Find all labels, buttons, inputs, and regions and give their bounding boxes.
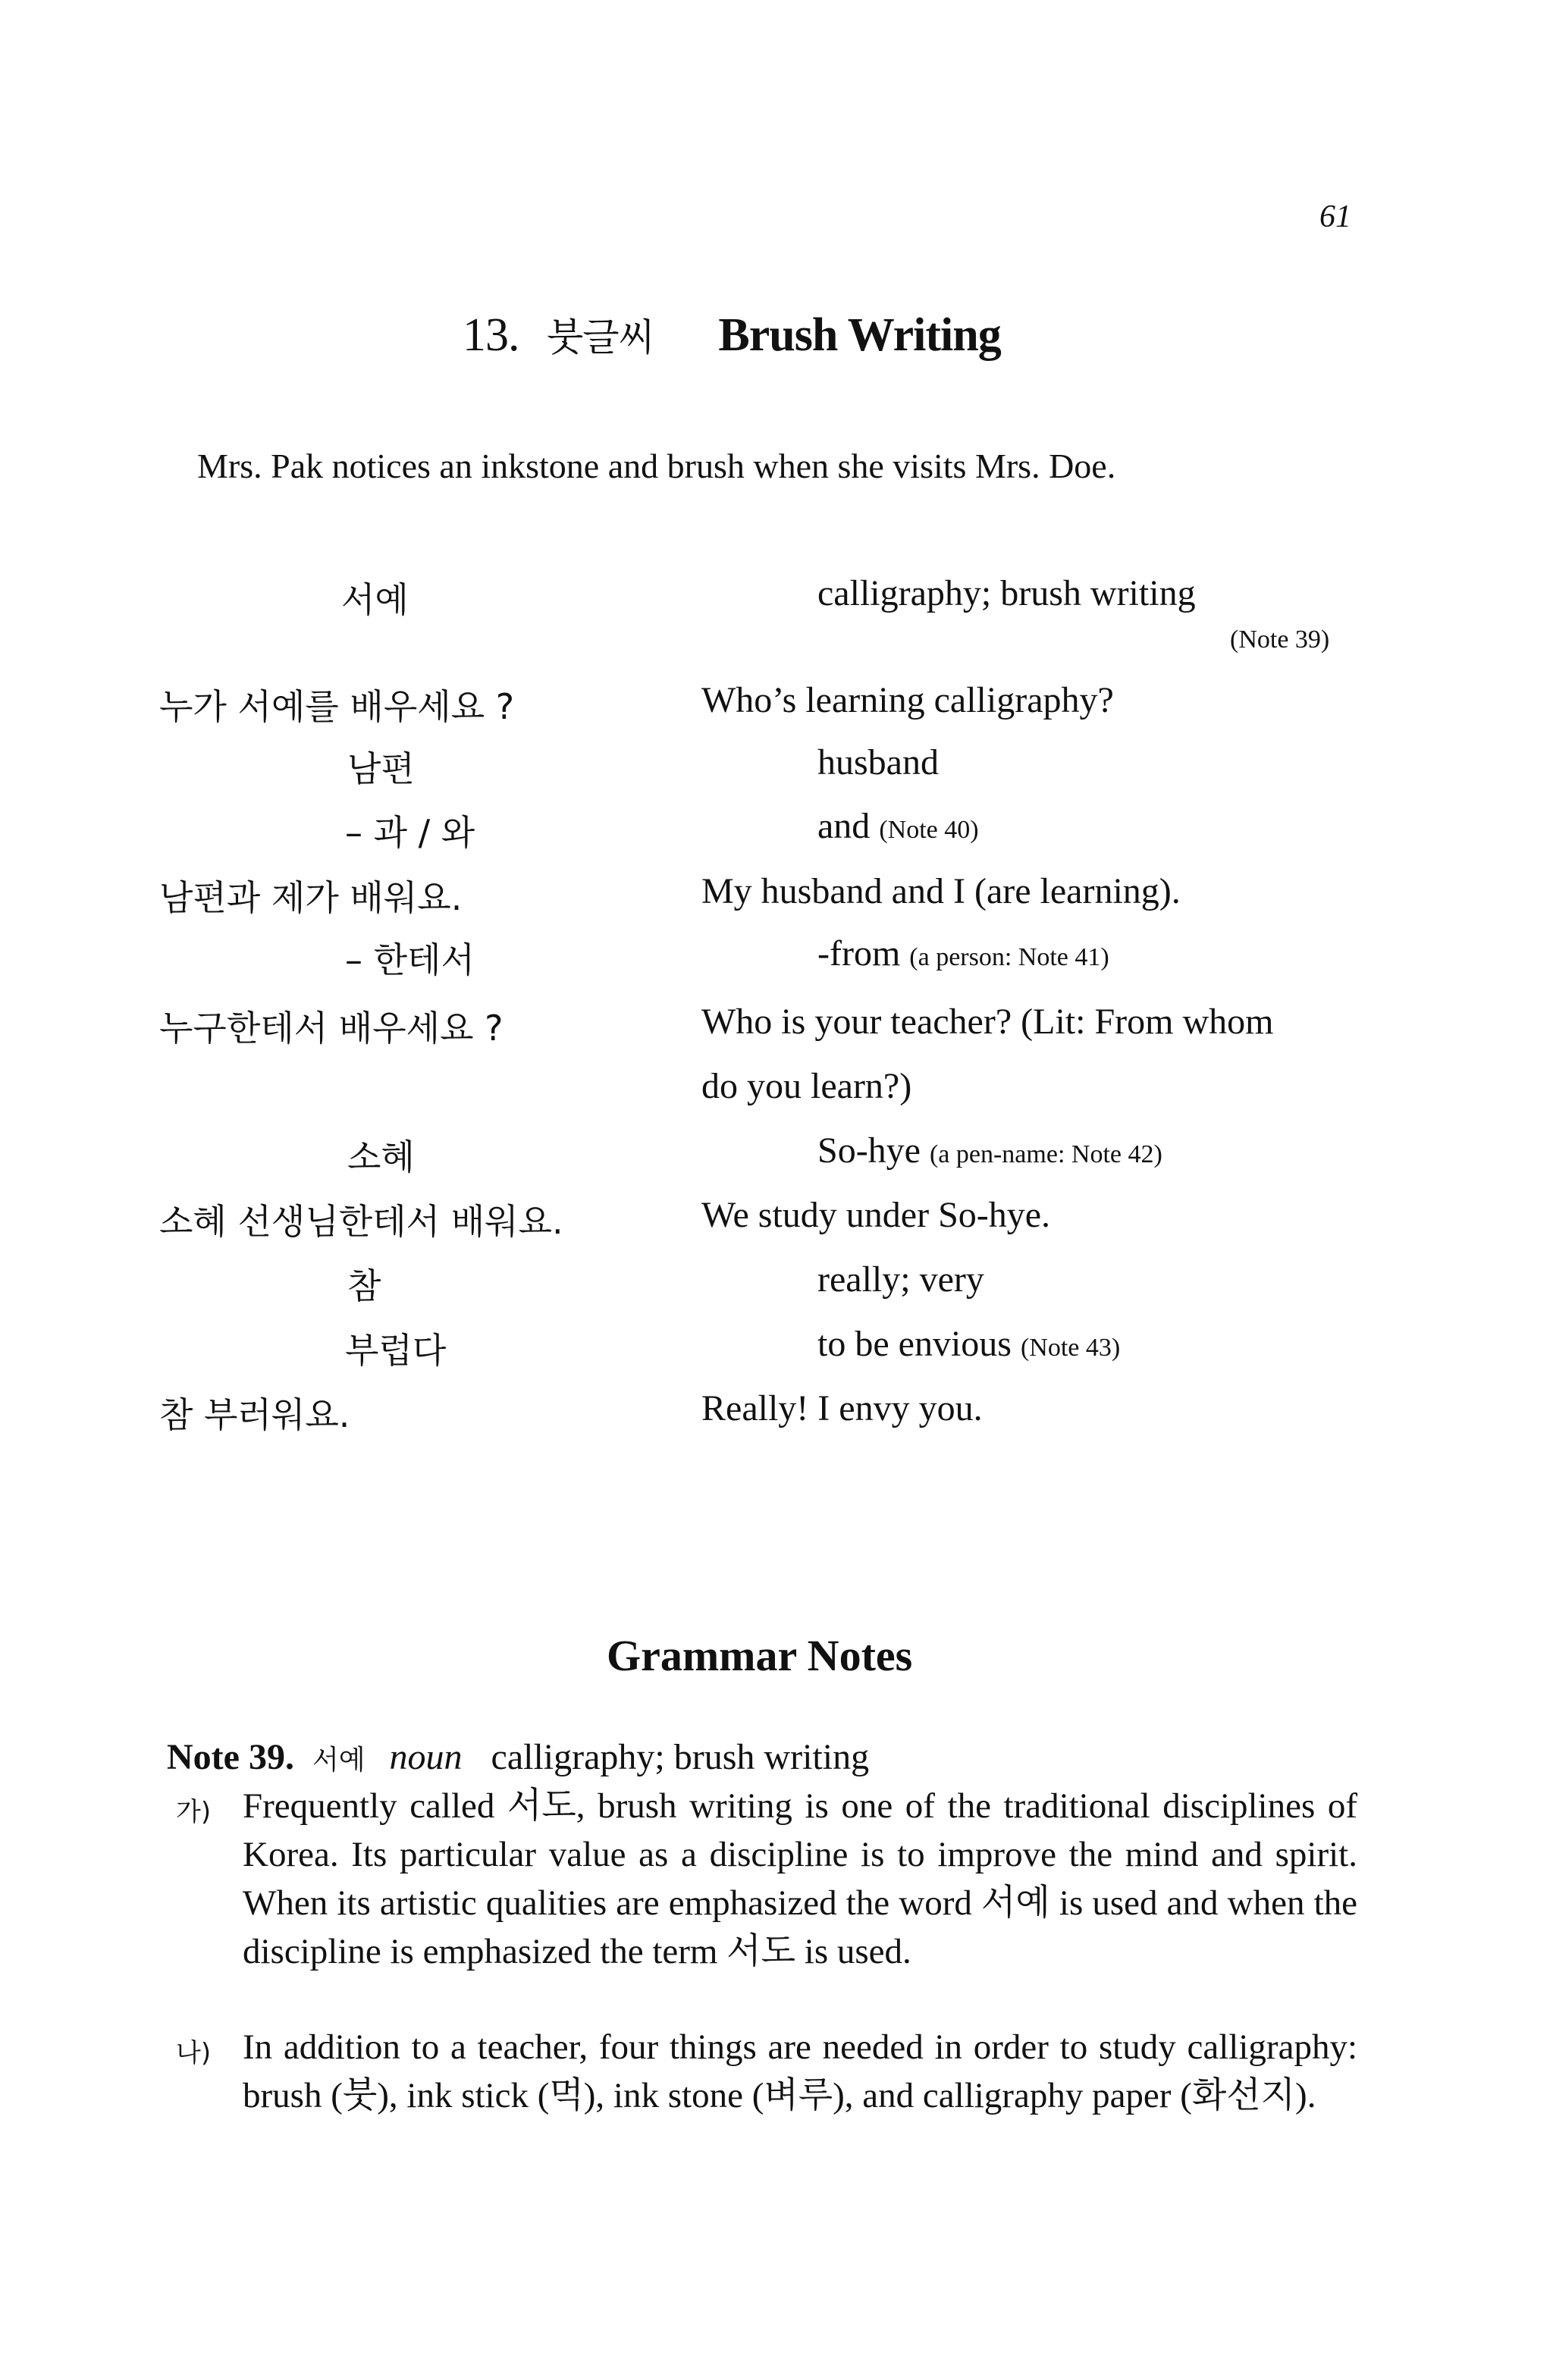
note-paragraph: In addition to a teacher, four things are needed in order to study calligraphy: brush (붓), ink stick (먹), ink stone (벼루), and calligraphy paper (화선지). bbox=[243, 2027, 1357, 2115]
note-paragraph: Frequently called 서도, brush writing is one of the traditional disciplines of Korea. Its particular value as a discipline is to improve the mind and spirit. When its artistic qualities are emphasized the word 서예 is used and when the discipline is emphasized the term 서도 is used. bbox=[243, 1786, 1357, 1971]
note-reference: (Note 39) bbox=[1230, 626, 1330, 654]
note-reference: (a person: Note 41) bbox=[909, 943, 1109, 971]
dialogue-english: Who is your teacher? (Lit: From whom bbox=[701, 1002, 1274, 1042]
intro-text: Mrs. Pak notices an inkstone and brush when she visits Mrs. Doe. bbox=[197, 447, 1116, 485]
vocab-korean: 부럽다 bbox=[345, 1330, 447, 1371]
lesson-title bbox=[463, 307, 1001, 362]
lesson-number: 13. bbox=[463, 309, 519, 361]
dialogue-english: Who’s learning calligraphy? bbox=[701, 680, 1114, 720]
note-reference: (Note 43) bbox=[1020, 1334, 1121, 1362]
note-heading bbox=[167, 1736, 869, 1778]
paragraph-marker: 나) bbox=[176, 2038, 212, 2068]
dialogue-korean: 누가 서예를 배우세요 ? bbox=[159, 686, 515, 727]
dialogue-english: We study under So-hye. bbox=[701, 1195, 1051, 1235]
dialogue-korean: 누구한테서 배우세요 ? bbox=[159, 1008, 504, 1049]
note-gloss: calligraphy; brush writing bbox=[491, 1737, 870, 1777]
vocab-english-text: to be envious bbox=[817, 1324, 1012, 1364]
vocab-english-text: -from bbox=[817, 933, 901, 974]
vocab-korean: 서예 bbox=[341, 579, 409, 620]
lesson-korean-title: 붓글씨 bbox=[547, 315, 654, 359]
vocab-english bbox=[817, 933, 1109, 974]
vocab-english-text: So-hye bbox=[817, 1130, 921, 1171]
vocab-english bbox=[817, 1130, 1162, 1171]
vocab-korean: 남편 bbox=[347, 748, 415, 789]
note-reference: (a pen-name: Note 42) bbox=[929, 1140, 1162, 1168]
note-label: Note 39. bbox=[167, 1737, 294, 1777]
dialogue-korean: 참 부러워요. bbox=[159, 1394, 350, 1435]
vocab-english: husband bbox=[817, 742, 939, 782]
dialogue-english-continued: do you learn?) bbox=[701, 1066, 912, 1106]
lesson-english-title: Brush Writing bbox=[718, 309, 1001, 361]
dialogue-korean: 소혜 선생님한테서 배워요. bbox=[159, 1201, 563, 1242]
page-number: 61 bbox=[1319, 199, 1351, 234]
vocab-english: really; very bbox=[817, 1259, 984, 1300]
grammar-notes-heading: Grammar Notes bbox=[607, 1631, 913, 1680]
vocab-korean: – 한테서 bbox=[345, 939, 475, 980]
vocab-english: calligraphy; brush writing bbox=[817, 573, 1196, 613]
dialogue-english: My husband and I (are learning). bbox=[701, 871, 1181, 911]
vocab-english-text: and bbox=[817, 806, 871, 846]
note-reference: (Note 40) bbox=[879, 816, 979, 844]
vocab-korean: 소혜 bbox=[347, 1137, 415, 1177]
vocab-english bbox=[817, 1323, 1120, 1365]
paragraph-marker: 가) bbox=[176, 1797, 212, 1827]
vocab-korean: 참 bbox=[347, 1265, 381, 1306]
vocab-korean: – 과 / 와 bbox=[345, 812, 475, 853]
note-part-of-speech: noun bbox=[389, 1737, 463, 1777]
dialogue-korean: 남편과 제가 배워요. bbox=[159, 877, 463, 918]
note-korean-term: 서예 bbox=[312, 1745, 366, 1776]
vocab-english bbox=[817, 805, 979, 847]
dialogue-english: Really! I envy you. bbox=[701, 1388, 983, 1428]
